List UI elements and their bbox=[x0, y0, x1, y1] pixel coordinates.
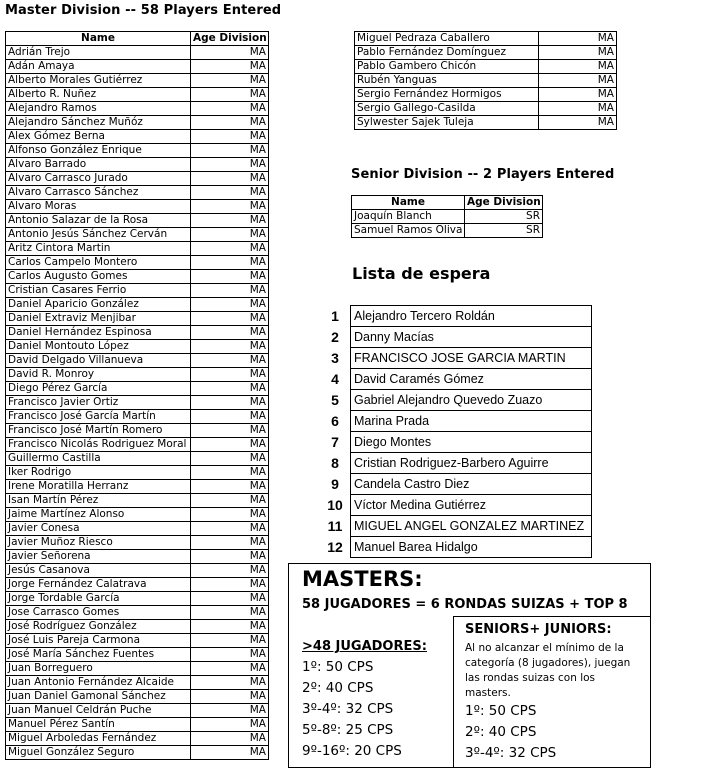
player-name: Alex Gómez Berna bbox=[6, 130, 191, 144]
player-name: Jose Carrasco Gomes bbox=[6, 606, 191, 620]
table-row bbox=[355, 74, 617, 88]
player-age-division: MA bbox=[191, 340, 269, 354]
table-row bbox=[6, 102, 269, 116]
player-age-division: MA bbox=[191, 564, 269, 578]
waitlist-row bbox=[322, 474, 592, 495]
player-age-division: MA bbox=[191, 718, 269, 732]
table-row bbox=[6, 172, 269, 186]
player-name: David R. Monroy bbox=[6, 368, 191, 382]
player-name: Pablo Gambero Chicón bbox=[355, 60, 539, 74]
table-row bbox=[355, 116, 617, 130]
waitlist-position: 1 bbox=[331, 308, 339, 324]
age-division-column-header: Age Division bbox=[465, 196, 543, 210]
table-row bbox=[6, 256, 269, 270]
player-name: Sergio Fernández Hormigos bbox=[355, 88, 539, 102]
player-name: Juan Borreguero bbox=[6, 662, 191, 676]
player-age-division: MA bbox=[191, 228, 269, 242]
player-name: Joaquín Blanch bbox=[352, 210, 465, 224]
waitlist-player-name: FRANCISCO JOSE GARCIA MARTIN bbox=[351, 348, 592, 369]
table-row bbox=[6, 494, 269, 508]
player-age-division: MA bbox=[191, 46, 269, 60]
player-age-division: MA bbox=[191, 494, 269, 508]
masters-prize-line: 1º: 50 CPS bbox=[302, 659, 374, 675]
player-age-division: MA bbox=[191, 214, 269, 228]
masters-prize-list bbox=[302, 657, 402, 762]
player-age-division: MA bbox=[191, 466, 269, 480]
table-row bbox=[6, 368, 269, 382]
player-age-division: MA bbox=[191, 312, 269, 326]
waitlist-position: 11 bbox=[327, 518, 343, 534]
player-name: Isan Martín Pérez bbox=[6, 494, 191, 508]
player-name: Francisco Nicolás Rodriguez Moral bbox=[6, 438, 191, 452]
player-age-division: MA bbox=[539, 60, 617, 74]
table-row bbox=[6, 130, 269, 144]
table-row bbox=[6, 60, 269, 74]
table-row bbox=[355, 46, 617, 60]
table-row bbox=[6, 592, 269, 606]
table-row bbox=[6, 620, 269, 634]
player-name: Sergio Gallego-Casilda bbox=[355, 102, 539, 116]
table-row bbox=[6, 536, 269, 550]
waitlist-row bbox=[322, 390, 592, 411]
masters-format-subtitle: 58 JUGADORES = 6 RONDAS SUIZAS + TOP 8 bbox=[302, 597, 628, 612]
table-row bbox=[355, 102, 617, 116]
waitlist-player-name: Cristian Rodriguez-Barbero Aguirre bbox=[351, 453, 592, 474]
player-name: Juan Manuel Celdrán Puche bbox=[6, 704, 191, 718]
player-name: Sylwester Sajek Tuleja bbox=[355, 116, 539, 130]
master-division-heading: Master Division -- 58 Players Entered bbox=[5, 3, 282, 18]
masters-prize-box bbox=[288, 563, 651, 768]
player-age-division: MA bbox=[191, 606, 269, 620]
player-age-division: MA bbox=[191, 172, 269, 186]
table-row bbox=[6, 438, 269, 452]
player-age-division: MA bbox=[191, 452, 269, 466]
waitlist-player-name: Candela Castro Diez bbox=[351, 474, 592, 495]
waitlist-position: 4 bbox=[331, 371, 339, 387]
masters-prize-heading: >48 JUGADORES: bbox=[302, 639, 427, 654]
table-row bbox=[6, 144, 269, 158]
player-name: Cristian Casares Ferrio bbox=[6, 284, 191, 298]
table-row bbox=[6, 564, 269, 578]
seniors-juniors-heading: SENIORS+ JUNIORS: bbox=[465, 622, 612, 637]
waitlist-position: 9 bbox=[331, 476, 339, 492]
table-row bbox=[6, 452, 269, 466]
waitlist-position: 12 bbox=[327, 539, 343, 555]
player-name: Alvaro Moras bbox=[6, 200, 191, 214]
player-name: Irene Moratilla Herranz bbox=[6, 480, 191, 494]
player-age-division: MA bbox=[191, 368, 269, 382]
player-name: Alvaro Barrado bbox=[6, 158, 191, 172]
table-row bbox=[6, 662, 269, 676]
age-division-column-header: Age Division bbox=[191, 32, 269, 46]
player-name: Jorge Tordable García bbox=[6, 592, 191, 606]
waitlist-position: 7 bbox=[331, 434, 339, 450]
player-age-division: MA bbox=[191, 116, 269, 130]
table-row bbox=[6, 340, 269, 354]
table-row bbox=[6, 158, 269, 172]
player-age-division: MA bbox=[191, 158, 269, 172]
seniors-juniors-box bbox=[453, 616, 651, 768]
player-name: Miguel Arboledas Fernández bbox=[6, 732, 191, 746]
senior-table-header bbox=[352, 196, 543, 210]
table-row bbox=[6, 578, 269, 592]
player-age-division: MA bbox=[191, 60, 269, 74]
waitlist-position: 10 bbox=[327, 497, 343, 513]
player-name: Carlos Campelo Montero bbox=[6, 256, 191, 270]
table-row bbox=[6, 88, 269, 102]
player-age-division: MA bbox=[191, 382, 269, 396]
player-age-division: MA bbox=[191, 88, 269, 102]
player-name: Aritz Cintora Martin bbox=[6, 242, 191, 256]
table-row bbox=[6, 228, 269, 242]
waitlist-row bbox=[322, 432, 592, 453]
table-row bbox=[6, 550, 269, 564]
waitlist-row bbox=[322, 537, 592, 558]
waitlist-player-name: Marina Prada bbox=[351, 411, 592, 432]
player-age-division: MA bbox=[539, 32, 617, 46]
table-row bbox=[6, 284, 269, 298]
waitlist-row bbox=[322, 348, 592, 369]
player-age-division: MA bbox=[191, 396, 269, 410]
player-name: Daniel Extraviz Menjibar bbox=[6, 312, 191, 326]
master-players-table-continued bbox=[354, 31, 617, 130]
seniors-prize-line: 2º: 40 CPS bbox=[465, 724, 537, 740]
player-age-division: MA bbox=[539, 74, 617, 88]
player-name: Alejandro Ramos bbox=[6, 102, 191, 116]
player-age-division: MA bbox=[191, 578, 269, 592]
table-row bbox=[6, 424, 269, 438]
table-row bbox=[6, 466, 269, 480]
table-row bbox=[6, 312, 269, 326]
table-row bbox=[6, 480, 269, 494]
player-name: Adán Amaya bbox=[6, 60, 191, 74]
player-age-division: MA bbox=[191, 326, 269, 340]
player-age-division: MA bbox=[191, 410, 269, 424]
player-age-division: MA bbox=[191, 102, 269, 116]
table-row bbox=[6, 704, 269, 718]
player-name: Alfonso González Enrique bbox=[6, 144, 191, 158]
table-row bbox=[6, 74, 269, 88]
player-age-division: SR bbox=[465, 210, 543, 224]
waitlist-table bbox=[322, 305, 592, 558]
waitlist-player-name: Diego Montes bbox=[351, 432, 592, 453]
player-name: Miguel Pedraza Caballero bbox=[355, 32, 539, 46]
player-age-division: MA bbox=[191, 144, 269, 158]
player-age-division: SR bbox=[465, 224, 543, 238]
table-row bbox=[352, 210, 543, 224]
waitlist-player-name: Gabriel Alejandro Quevedo Zuazo bbox=[351, 390, 592, 411]
player-name: José María Sánchez Fuentes bbox=[6, 648, 191, 662]
player-age-division: MA bbox=[191, 480, 269, 494]
player-age-division: MA bbox=[191, 620, 269, 634]
table-row bbox=[6, 200, 269, 214]
player-name: Juan Antonio Fernández Alcaide bbox=[6, 676, 191, 690]
player-age-division: MA bbox=[539, 102, 617, 116]
table-row bbox=[355, 32, 617, 46]
table-row bbox=[6, 522, 269, 536]
table-row bbox=[6, 690, 269, 704]
player-age-division: MA bbox=[191, 592, 269, 606]
waitlist-row bbox=[322, 327, 592, 348]
player-age-division: MA bbox=[191, 704, 269, 718]
waitlist-player-name: Manuel Barea Hidalgo bbox=[351, 537, 592, 558]
table-row bbox=[6, 214, 269, 228]
table-row bbox=[6, 46, 269, 60]
table-row bbox=[355, 60, 617, 74]
name-column-header: Name bbox=[6, 32, 191, 46]
player-name: Francisco Javier Ortiz bbox=[6, 396, 191, 410]
waitlist-position: 2 bbox=[331, 329, 339, 345]
player-name: Samuel Ramos Oliva bbox=[352, 224, 465, 238]
player-age-division: MA bbox=[191, 662, 269, 676]
player-age-division: MA bbox=[191, 74, 269, 88]
player-age-division: MA bbox=[539, 46, 617, 60]
player-age-division: MA bbox=[191, 634, 269, 648]
player-name: Daniel Hernández Espinosa bbox=[6, 326, 191, 340]
master-players-table bbox=[5, 31, 269, 760]
player-name: Antonio Salazar de la Rosa bbox=[6, 214, 191, 228]
player-name: Alvaro Carrasco Sánchez bbox=[6, 186, 191, 200]
player-age-division: MA bbox=[191, 536, 269, 550]
waitlist-position: 5 bbox=[331, 392, 339, 408]
table-row bbox=[6, 354, 269, 368]
player-name: Pablo Fernández Domínguez bbox=[355, 46, 539, 60]
player-name: Alberto Morales Gutiérrez bbox=[6, 74, 191, 88]
player-name: Francisco José García Martín bbox=[6, 410, 191, 424]
table-row bbox=[352, 224, 543, 238]
player-name: Daniel Aparicio González bbox=[6, 298, 191, 312]
table-row bbox=[6, 732, 269, 746]
seniors-prize-list bbox=[465, 701, 556, 764]
player-age-division: MA bbox=[191, 550, 269, 564]
table-row bbox=[355, 88, 617, 102]
waitlist-player-name: Víctor Medina Gutiérrez bbox=[351, 495, 592, 516]
table-row bbox=[6, 648, 269, 662]
waitlist-row bbox=[322, 453, 592, 474]
masters-prize-line: 9º-16º: 20 CPS bbox=[302, 743, 402, 759]
player-age-division: MA bbox=[191, 284, 269, 298]
waitlist-position: 6 bbox=[331, 413, 339, 429]
player-name: Adrián Trejo bbox=[6, 46, 191, 60]
player-age-division: MA bbox=[191, 186, 269, 200]
player-age-division: MA bbox=[191, 256, 269, 270]
waitlist-player-name: Danny Macías bbox=[351, 327, 592, 348]
table-row bbox=[6, 634, 269, 648]
player-name: Juan Daniel Gamonal Sánchez bbox=[6, 690, 191, 704]
player-age-division: MA bbox=[191, 200, 269, 214]
player-name: Javier Conesa bbox=[6, 522, 191, 536]
player-age-division: MA bbox=[539, 88, 617, 102]
player-name: Antonio Jesús Sánchez Cerván bbox=[6, 228, 191, 242]
player-name: Alejandro Sánchez Muñóz bbox=[6, 116, 191, 130]
player-name: Francisco José Martín Romero bbox=[6, 424, 191, 438]
player-age-division: MA bbox=[191, 130, 269, 144]
seniors-prize-line: 3º-4º: 32 CPS bbox=[465, 745, 557, 761]
table-row bbox=[6, 382, 269, 396]
waitlist-row bbox=[322, 411, 592, 432]
table-row bbox=[6, 326, 269, 340]
player-name: Javier Muñoz Riesco bbox=[6, 536, 191, 550]
player-name: Carlos Augusto Gomes bbox=[6, 270, 191, 284]
table-row bbox=[6, 746, 269, 760]
player-age-division: MA bbox=[191, 746, 269, 760]
player-name: Manuel Pérez Santín bbox=[6, 718, 191, 732]
senior-players-table bbox=[351, 195, 543, 238]
waitlist-row bbox=[322, 306, 592, 327]
player-age-division: MA bbox=[191, 676, 269, 690]
player-age-division: MA bbox=[191, 354, 269, 368]
waitlist-position: 3 bbox=[331, 350, 339, 366]
table-row bbox=[6, 676, 269, 690]
player-name: José Luis Pareja Carmona bbox=[6, 634, 191, 648]
waitlist-player-name: MIGUEL ANGEL GONZALEZ MARTINEZ bbox=[351, 516, 592, 537]
waitlist-row bbox=[322, 516, 592, 537]
table-row bbox=[6, 116, 269, 130]
player-name: Rubén Yanguas bbox=[355, 74, 539, 88]
player-name: Miguel González Seguro bbox=[6, 746, 191, 760]
table-row bbox=[6, 508, 269, 522]
player-name: Alvaro Carrasco Jurado bbox=[6, 172, 191, 186]
waitlist-player-name: Alejandro Tercero Roldán bbox=[351, 306, 592, 327]
player-age-division: MA bbox=[191, 298, 269, 312]
master-table-header bbox=[6, 32, 269, 46]
seniors-prize-line: 1º: 50 CPS bbox=[465, 703, 537, 719]
waitlist-row bbox=[322, 369, 592, 390]
player-name: Jaime Martínez Alonso bbox=[6, 508, 191, 522]
player-age-division: MA bbox=[191, 424, 269, 438]
table-row bbox=[6, 718, 269, 732]
player-age-division: MA bbox=[191, 270, 269, 284]
table-row bbox=[6, 270, 269, 284]
waitlist-position: 8 bbox=[331, 455, 339, 471]
player-age-division: MA bbox=[191, 732, 269, 746]
player-name: José Rodríguez González bbox=[6, 620, 191, 634]
waitlist-row bbox=[322, 495, 592, 516]
player-name: Alberto R. Nuñez bbox=[6, 88, 191, 102]
player-name: Guillermo Castilla bbox=[6, 452, 191, 466]
player-age-division: MA bbox=[191, 242, 269, 256]
player-age-division: MA bbox=[191, 438, 269, 452]
player-name: Daniel Montouto López bbox=[6, 340, 191, 354]
seniors-juniors-note: Al no alcanzar el mínimo de la categoría (8 jugadores), juegan las rondas suizas con los masters. bbox=[465, 642, 631, 699]
player-age-division: MA bbox=[191, 522, 269, 536]
waitlist-title: Lista de espera bbox=[352, 264, 491, 283]
player-name: Jorge Fernández Calatrava bbox=[6, 578, 191, 592]
player-name: Diego Pérez García bbox=[6, 382, 191, 396]
player-name: Javier Señorena bbox=[6, 550, 191, 564]
masters-title: MASTERS: bbox=[302, 567, 423, 591]
table-row bbox=[6, 242, 269, 256]
senior-division-heading: Senior Division -- 2 Players Entered bbox=[351, 167, 615, 182]
player-name: Jesús Casanova bbox=[6, 564, 191, 578]
masters-prize-line: 3º-4º: 32 CPS bbox=[302, 701, 394, 717]
player-name: David Delgado Villanueva bbox=[6, 354, 191, 368]
player-age-division: MA bbox=[539, 116, 617, 130]
player-age-division: MA bbox=[191, 508, 269, 522]
player-age-division: MA bbox=[191, 690, 269, 704]
name-column-header: Name bbox=[352, 196, 465, 210]
player-name: Iker Rodrigo bbox=[6, 466, 191, 480]
table-row bbox=[6, 606, 269, 620]
masters-prize-line: 5º-8º: 25 CPS bbox=[302, 722, 394, 738]
table-row bbox=[6, 396, 269, 410]
player-age-division: MA bbox=[191, 648, 269, 662]
masters-prize-line: 2º: 40 CPS bbox=[302, 680, 374, 696]
table-row bbox=[6, 186, 269, 200]
table-row bbox=[6, 410, 269, 424]
table-row bbox=[6, 298, 269, 312]
waitlist-player-name: David Caramés Gómez bbox=[351, 369, 592, 390]
